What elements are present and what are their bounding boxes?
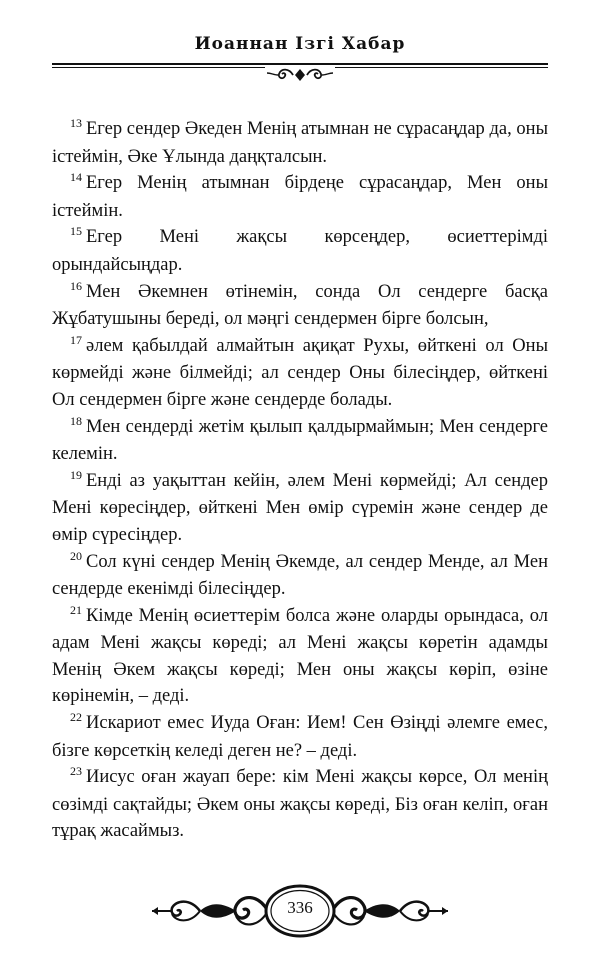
verse xyxy=(52,710,548,764)
running-title: Иоаннан Ізгі Хабар xyxy=(194,34,406,54)
verse-text: Егер Мені жақсы көрсеңдер, өсиеттерімді орындайсыңдар. xyxy=(52,227,548,275)
verse-text: Енді аз уақыттан кейін, әлем Мені көрмейді; Ал сендер Мені көресіңдер, өйткені Мен өмір сүремін және сендер де өмір сүресіңдер. xyxy=(52,470,548,545)
verse xyxy=(52,549,548,603)
verse xyxy=(52,116,548,170)
verse-number: 14 xyxy=(70,170,82,185)
verse-number: 15 xyxy=(70,224,82,239)
page-number: 336 xyxy=(287,898,313,917)
header-rule-thick xyxy=(52,63,548,65)
verse-number: 13 xyxy=(70,116,82,130)
verse xyxy=(52,279,548,333)
verse-number: 19 xyxy=(70,467,82,482)
verse xyxy=(52,333,548,414)
verse-text: Искариот емес Иуда Оған: Ием! Сен Өзіңді әлемге емес, бізге көрсеткің келеді деген не? – деді. xyxy=(52,713,548,761)
verse xyxy=(52,764,548,845)
verse-text: Мен сендерді жетім қылып қалдырмаймын; Мен сендерге келемін. xyxy=(52,416,548,465)
verse-number: 22 xyxy=(70,710,82,725)
verse-text: Кімде Менің өсиеттерім болса және оларды орындаса, ол адам Мені жақсы көреді; ал Мені жақсы көретін адамды Менің Әкем жақсы көреді; Мен оны жақсы көріп, өзіне көрінемін, – деді. xyxy=(52,605,548,707)
verse-number: 21 xyxy=(70,602,82,617)
verse-text: әлем қабылдай алмайтын ақиқат Рухы, өйткені ол Оны көрмейді және білмейді; ал сендер Оны білесіңдер, өйткені Ол сендермен бірге және сендерде болады. xyxy=(52,335,548,410)
verse-text: Иисус оған жауап бере: кім Мені жақсы көрсе, Ол менің сөзімді сақтайды; Әкем оны жақсы көреді, Біз оған келіп, оған тұрақ жасаймыз. xyxy=(52,767,548,842)
verse-number: 16 xyxy=(70,278,82,293)
verse xyxy=(52,603,548,710)
verse xyxy=(52,224,548,278)
verse xyxy=(52,414,548,468)
verse-number: 17 xyxy=(70,332,82,347)
verse-number: 23 xyxy=(70,764,82,779)
verse-text: Егер Менің атымнан бірдеңе сұрасаңдар, Мен оны істеймін. xyxy=(52,173,548,221)
verse xyxy=(52,468,548,549)
scripture-text xyxy=(52,116,548,845)
verse-number: 20 xyxy=(70,548,82,563)
verse-text: Мен Әкемнен өтінемін, сонда Ол сендерге басқа Жұбатушыны береді, ол мәңгі сендермен бірге болсын, xyxy=(52,281,548,330)
verse-text: Егер сендер Әкеден Менің атымнан не сұрасаңдар да, оны істеймін, Әке Ұлында даңқталсын. xyxy=(52,119,548,167)
verse-text: Сол күні сендер Менің Әкемде, ал сендер Менде, ал Мен сендерде екенімді білесіңдер. xyxy=(52,551,548,600)
verse-number: 18 xyxy=(70,413,82,428)
ornament-header-icon xyxy=(265,66,335,84)
verse xyxy=(52,170,548,224)
